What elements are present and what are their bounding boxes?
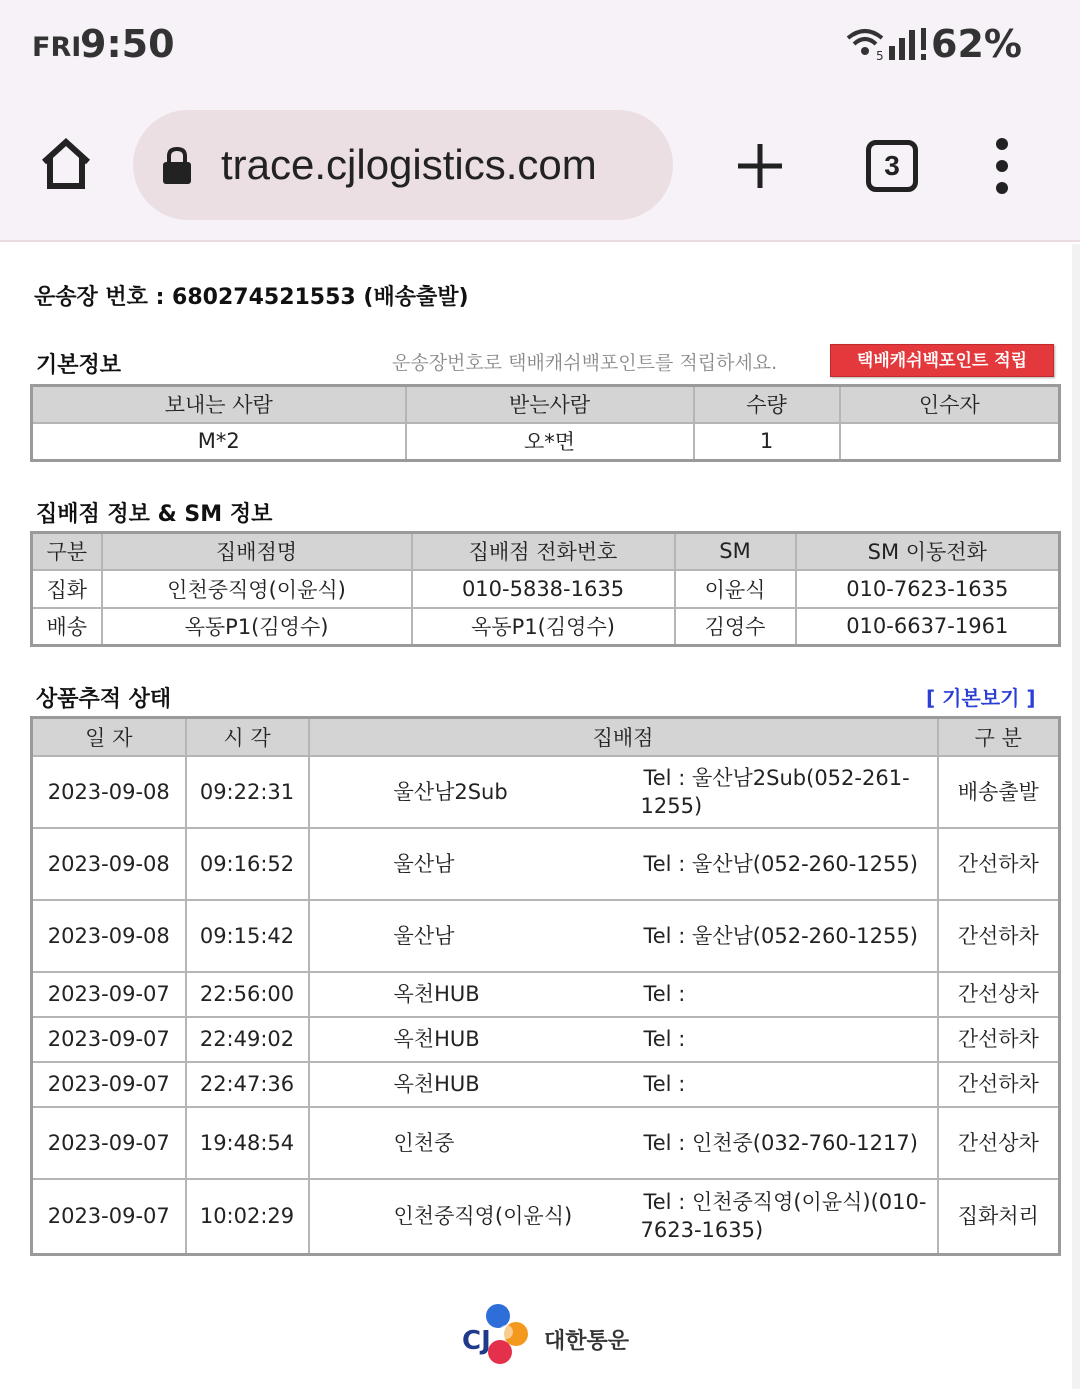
tracking-row (32, 828, 1060, 900)
tab-switcher-button[interactable]: 3 (866, 140, 918, 192)
status-cell: 간선하차 (938, 828, 1060, 900)
branch-tel-cell (637, 1179, 938, 1255)
branch-cell: 옥천HUB (309, 1017, 637, 1062)
tracking-row (32, 756, 1060, 828)
branch-phone-cell[interactable]: 010-5838-1635 (412, 570, 675, 608)
branch-tel-cell (637, 756, 938, 828)
status-bar (0, 0, 1080, 90)
branch-name-cell: 옥동P1(김영수) (102, 608, 412, 646)
branch-cell: 인천중 (309, 1107, 637, 1179)
branch-cell: 옥천HUB (309, 1062, 637, 1107)
column-header: SM (675, 533, 796, 570)
branch-tel-text: Tel : 울산남(052-260-1255) (643, 851, 918, 876)
status-cell: 배송출발 (938, 756, 1060, 828)
branch-tel-text: Tel : 인천중(032-760-1217) (643, 1130, 918, 1155)
table-row (32, 423, 1060, 461)
branch-cell: 울산남2Sub (309, 756, 637, 828)
quantity-cell: 1 (694, 423, 840, 461)
address-bar[interactable] (133, 110, 673, 220)
column-header: 수량 (694, 386, 840, 423)
sm-phone-cell[interactable]: 010-7623-1635 (796, 570, 1060, 608)
basic-view-link[interactable]: [ 기본보기 ] (926, 686, 1036, 710)
time-cell: 22:56:00 (186, 972, 309, 1017)
date-cell: 2023-09-07 (32, 1107, 186, 1179)
table-header-row (32, 533, 1060, 570)
sm-name-cell: 김영수 (675, 608, 796, 646)
status-cell: 간선하차 (938, 1062, 1060, 1107)
branch-name-cell: 인천중직영(이윤식) (102, 570, 412, 608)
tracking-row (32, 1179, 1060, 1255)
branch-tel-text: Tel : (643, 982, 686, 1006)
time-cell: 10:02:29 (186, 1179, 309, 1255)
column-header: 보내는 사람 (32, 386, 406, 423)
cj-logistics-logo (460, 1302, 630, 1368)
time-cell: 09:22:31 (186, 756, 309, 828)
status-cell: 간선상차 (938, 972, 1060, 1017)
sm-name-cell: 이윤식 (675, 570, 796, 608)
sm-info-title: 집배점 정보 & SM 정보 (36, 502, 273, 527)
time-cell: 22:49:02 (186, 1017, 309, 1062)
branch-phone-cell: 옥동P1(김영수) (412, 608, 675, 646)
date-cell: 2023-09-08 (32, 828, 186, 900)
branch-tel-cell (637, 828, 938, 900)
url-text: trace.cjlogistics.com (221, 141, 597, 188)
branch-cell: 인천중직영(이윤식) (309, 1179, 637, 1255)
waybill-number: 운송장 번호 : 680274521553 (배송출발) (34, 285, 469, 310)
date-cell: 2023-09-08 (32, 900, 186, 972)
column-header: 집배점 전화번호 (412, 533, 675, 570)
tracking-table (30, 716, 1061, 1256)
time-cell: 09:15:42 (186, 900, 309, 972)
column-header: 받는사람 (406, 386, 694, 423)
branch-tel-cell (637, 900, 938, 972)
table-header-row (32, 386, 1060, 423)
svg-text:5: 5 (876, 49, 884, 63)
status-cell: 간선상차 (938, 1107, 1060, 1179)
time-cell: 19:48:54 (186, 1107, 309, 1179)
column-header: 구분 (32, 533, 102, 570)
time-cell: 09:16:52 (186, 828, 309, 900)
sm-info-table (30, 531, 1061, 647)
date-cell: 2023-09-07 (32, 1179, 186, 1255)
date-cell: 2023-09-07 (32, 1062, 186, 1107)
branch-tel-text: Tel : (643, 1072, 686, 1096)
battery-level: 62% (931, 22, 1022, 66)
branch-tel-cell (637, 972, 938, 1017)
branch-tel-cell (637, 1062, 938, 1107)
svg-text:CJ: CJ (462, 1326, 491, 1356)
more-menu-icon[interactable] (986, 138, 1018, 194)
column-header: 집배점 (309, 718, 938, 756)
promo-text: 운송장번호로 택배캐쉬백포인트를 적립하세요. (392, 352, 778, 374)
column-header: 구 분 (938, 718, 1060, 756)
tracking-row (32, 1107, 1060, 1179)
branch-tel-text: Tel : 인천중직영(이윤식)(010-7623-1635) (640, 1190, 927, 1243)
table-row (32, 608, 1060, 646)
date-cell: 2023-09-07 (32, 1017, 186, 1062)
column-header: 일 자 (32, 718, 186, 756)
basic-info-title: 기본정보 (36, 353, 122, 378)
new-tab-icon[interactable] (736, 142, 784, 190)
tracking-page (0, 244, 1080, 1389)
tracking-row (32, 1017, 1060, 1062)
cashback-point-button[interactable]: 택배캐쉬백포인트 적립 (830, 344, 1054, 377)
home-icon[interactable] (38, 136, 94, 192)
type-cell: 배송 (32, 608, 102, 646)
lock-icon (161, 146, 193, 186)
branch-cell: 옥천HUB (309, 972, 637, 1017)
tracking-row (32, 1062, 1060, 1107)
branch-cell: 울산남 (309, 900, 637, 972)
status-cell: 집화처리 (938, 1179, 1060, 1255)
table-header-row (32, 718, 1060, 756)
type-cell: 집화 (32, 570, 102, 608)
wifi-signal-icon (845, 24, 930, 64)
column-header: SM 이동전화 (796, 533, 1060, 570)
branch-tel-cell (637, 1107, 938, 1179)
recipient-cell (840, 423, 1060, 461)
column-header: 집배점명 (102, 533, 412, 570)
branch-tel-text: Tel : 울산남2Sub(052-261-1255) (640, 765, 910, 818)
column-header: 인수자 (840, 386, 1060, 423)
status-time: 9:50 (80, 22, 175, 66)
time-cell: 22:47:36 (186, 1062, 309, 1107)
column-header: 시 각 (186, 718, 309, 756)
tracking-title: 상품추적 상태 (36, 687, 172, 712)
scrollbar[interactable] (1072, 244, 1080, 1389)
sender-cell: M*2 (32, 423, 406, 461)
sm-phone-cell[interactable]: 010-6637-1961 (796, 608, 1060, 646)
branch-tel-text: Tel : 울산남(052-260-1255) (643, 923, 918, 948)
browser-toolbar (0, 90, 1080, 242)
branch-tel-text: Tel : (643, 1027, 686, 1051)
status-cell: 간선하차 (938, 1017, 1060, 1062)
basic-info-table (30, 384, 1061, 462)
tracking-row (32, 972, 1060, 1017)
receiver-cell: 오*면 (406, 423, 694, 461)
branch-tel-cell (637, 1017, 938, 1062)
status-day: FRI (32, 32, 82, 63)
date-cell: 2023-09-08 (32, 756, 186, 828)
svg-text:대한통운: 대한통운 (544, 1329, 630, 1354)
table-row (32, 570, 1060, 608)
branch-cell: 울산남 (309, 828, 637, 900)
date-cell: 2023-09-07 (32, 972, 186, 1017)
status-cell: 간선하차 (938, 900, 1060, 972)
tracking-row (32, 900, 1060, 972)
